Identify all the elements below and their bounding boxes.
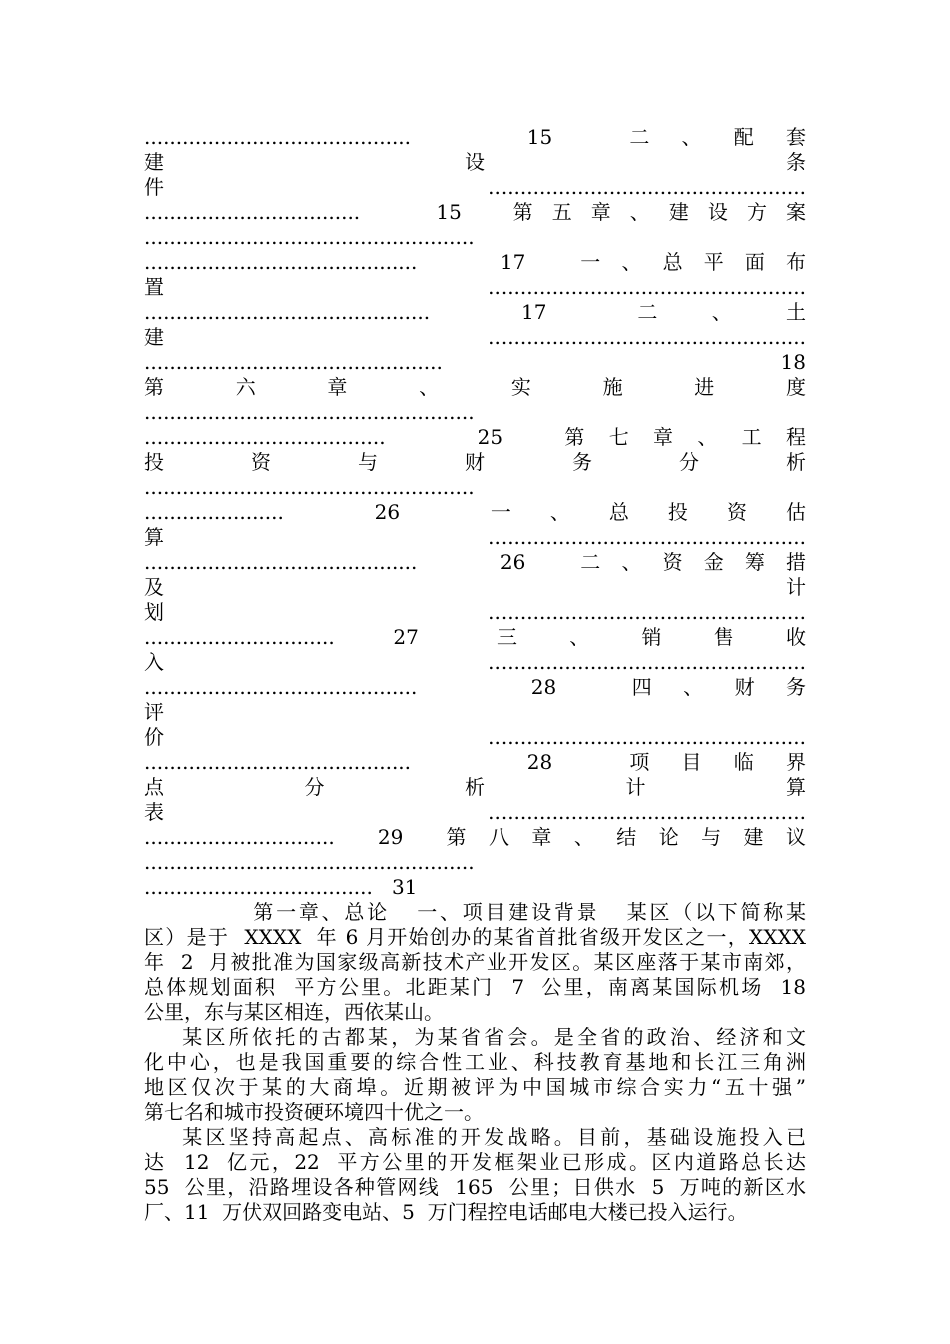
- toc-line: ....................................................: [144, 850, 475, 874]
- body-line: 第七名和城市投资硬环境四十优之一。: [144, 1100, 484, 1124]
- body-line: 某区坚持高起点、高标准的开发战略。目前，基础设施投入已: [144, 1125, 806, 1149]
- body-line: 达 12 亿元，22 平方公里的开发框架业已形成。区内道路总长达: [144, 1150, 806, 1174]
- toc-line: 投 资 与 财 务 分 析: [144, 450, 806, 474]
- body-line: 某区所依托的古都某，为某省省会。是全省的政治、经济和文: [144, 1025, 806, 1049]
- toc-line: ....................................................: [144, 400, 475, 424]
- toc-line: .................................... 31: [144, 875, 418, 899]
- body-line: 厂、11 万伏双回路变电站、5 万门程控电话邮电大楼已投入运行。: [144, 1200, 748, 1224]
- body-line: 总体规划面积 平方公里。北距某门 7 公里，南离某国际机场 18: [144, 975, 806, 999]
- toc-line: ....................................................: [144, 225, 475, 249]
- toc-line: 划..................................................: [144, 600, 806, 624]
- toc-line: .......................................... 15 二、配套: [144, 125, 806, 149]
- body-line: 地区仅次于某的大商埠。近期被评为中国城市综合实力“五十强”: [144, 1075, 806, 1099]
- toc-line: 建..................................................: [144, 325, 806, 349]
- toc-line: 价..................................................: [144, 725, 806, 749]
- toc-line: ....................................................: [144, 475, 475, 499]
- toc-line: ...................... 26 一 、 总 投 资 估: [144, 500, 806, 524]
- toc-line: ........................................... 17 一、总平面布: [144, 250, 806, 274]
- toc-line: 入..................................................: [144, 650, 806, 674]
- toc-line: .............................. 27 三 、 销 售 收: [144, 625, 806, 649]
- body-line: 第一章、总论 一、项目建设背景 某区（以下简称某: [144, 900, 806, 924]
- toc-line: 表..................................................: [144, 800, 806, 824]
- toc-line: 及 计: [144, 575, 806, 599]
- toc-line: ........................................... 28 四、财务: [144, 675, 806, 699]
- toc-line: 算..................................................: [144, 525, 806, 549]
- toc-line: ........................................... 26 二、资金筹措: [144, 550, 806, 574]
- toc-line: 件..................................................: [144, 175, 806, 199]
- toc-line: 第 六 章 、 实 施 进 度: [144, 375, 806, 399]
- toc-line: 置..................................................: [144, 275, 806, 299]
- body-line: 化中心，也是我国重要的综合性工业、科技教育基地和长江三角洲: [144, 1050, 806, 1074]
- toc-line: ............................................... 18: [144, 350, 806, 374]
- body-line: 公里，东与某区相连，西依某山。: [144, 1000, 444, 1024]
- toc-line: 点 分 析 计 算: [144, 775, 806, 799]
- toc-line: .......................................... 28 项目临界: [144, 750, 806, 774]
- body-line: 年 2 月被批准为国家级高新技术产业开发区。某区座落于某市南郊，: [144, 950, 806, 974]
- toc-line: .............................. 29 第 八 章 、 结 论 与 建 议: [144, 825, 806, 849]
- toc-line: ...................................... 25 第七章、工程: [144, 425, 806, 449]
- toc-line: .................................. 15 第五章、建设方案: [144, 200, 806, 224]
- body-line: 55 公里，沿路埋设各种管网线 165 公里；日供水 5 万吨的新区水: [144, 1175, 806, 1199]
- body-line: 区）是于 XXXX 年 6 月开始创办的某省首批省级开发区之一，XXXX: [144, 925, 806, 949]
- toc-line: ............................................. 17 二 、 土: [144, 300, 806, 324]
- toc-line: 评: [144, 700, 164, 724]
- toc-line: 建 设 条: [144, 150, 806, 174]
